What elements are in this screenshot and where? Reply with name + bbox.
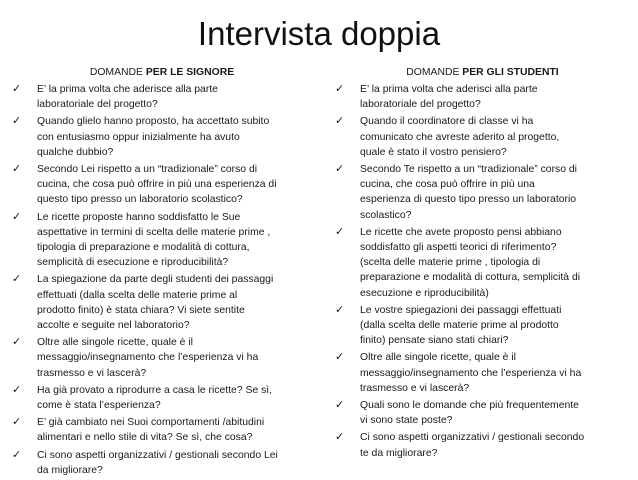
checkmark-icon: ✓ — [335, 115, 345, 128]
list-item: ✓ Ci sono aspetti organizzativi / gestionali secondo Lei da migliorare? — [12, 448, 278, 476]
question-list-studenti — [335, 82, 630, 461]
list-item: ✓ Oltre alle singole ricette, quale è il messaggio/insegnamento che l’esperienza vi ha trasmesso e vi lascerà? — [12, 336, 259, 379]
column-header-signore: DOMANDE PER LE SIGNORE — [89, 67, 235, 78]
list-item: ✓ Quando il coordinatore di classe vi ha comunicato che avreste aderito al progetto, quale è stato il vostro pensiero? — [335, 115, 560, 158]
list-item: ✓ Ci sono aspetti organizzativi / gestionali secondo te da migliorare? — [335, 431, 585, 459]
list-item: ✓ E’ già cambiato nei Suoi comportamenti /abitudini alimentari e nello stile di vita? Se sì, che cosa? — [12, 416, 265, 444]
list-item: ✓ Secondo Lei rispetto a un “tradizionale” corso di cucina, che cosa può offrire in più una esperienza di questo tipo presso un laboratorio scolastico? — [12, 163, 277, 206]
list-item: ✓ Le ricette che avete proposto pensi abbiano soddisfatto gli aspetti teorici di riferimento? (scelta delle materie prime , tipologia di preparazione e modalità di cottura, semplicità di esecuzione e riproducibilità) — [335, 225, 581, 299]
question-list-signore — [12, 82, 312, 478]
checkmark-icon: ✓ — [12, 448, 22, 461]
column-signore — [12, 66, 312, 480]
checkmark-icon: ✓ — [12, 273, 22, 286]
column-studenti — [335, 66, 630, 463]
checkmark-icon: ✓ — [335, 225, 345, 238]
checkmark-icon: ✓ — [335, 83, 345, 95]
checkmark-icon: ✓ — [12, 163, 22, 176]
list-item: ✓ E’ la prima volta che aderisce alla parte laboratoriale del progetto? — [12, 83, 218, 111]
checkmark-icon: ✓ — [335, 399, 345, 412]
list-item: ✓ Le vostre spiegazioni dei passaggi effettuati (dalla scelta delle materie prime al prodotto finito) pensate siano stati chiari? — [335, 303, 562, 347]
checkmark-icon: ✓ — [12, 383, 22, 396]
list-item: ✓ Secondo Te rispetto a un “tradizionale” corso di cucina, che cosa può offrire in più una esperienza di questo tipo presso un laboratorio scolastico? — [335, 163, 577, 221]
checkmark-icon: ✓ — [335, 351, 345, 364]
list-item: ✓ E’ la prima volta che aderisci alla parte laboratoriale del progetto? — [335, 83, 538, 111]
checkmark-icon: ✓ — [12, 336, 22, 349]
list-item: ✓ Le ricette proposte hanno soddisfatto le Sue aspettative in termini di scelta delle materie prime , tipologia di preparazione e modalità di cottura, semplicità di esecuzione e riproducibilità? — [12, 210, 271, 269]
checkmark-icon: ✓ — [12, 83, 22, 95]
checkmark-icon: ✓ — [12, 115, 22, 128]
checkmark-icon: ✓ — [335, 303, 345, 316]
list-item: ✓ La spiegazione da parte degli studenti dei passaggi effettuati (dalla scelta delle materie prime al prodotto finito) è stata chiara? Vi siete sentite accolte e seguite nel laboratorio? — [12, 273, 274, 332]
list-item: ✓ Quali sono le domande che più frequentemente vi sono state poste? — [335, 399, 579, 427]
list-item: ✓ Oltre alle singole ricette, quale è il messaggio/insegnamento che l’esperienza vi ha trasmesso e vi lascerà? — [335, 351, 582, 394]
checkmark-icon: ✓ — [12, 210, 22, 223]
list-item: ✓ Quando glielo hanno proposto, ha accettato subito con entusiasmo oppur inizialmente ha avuto qualche dubbio? — [12, 115, 270, 158]
checkmark-icon: ✓ — [335, 163, 345, 176]
slide-title: Intervista doppia — [197, 15, 441, 52]
checkmark-icon: ✓ — [12, 416, 22, 429]
checkmark-icon: ✓ — [335, 431, 345, 444]
list-item: ✓ Ha già provato a riprodurre a casa le ricette? Se sì, come è stata l’esperienza? — [12, 383, 273, 412]
column-header-studenti: DOMANDE PER GLI STUDENTI — [406, 67, 559, 78]
